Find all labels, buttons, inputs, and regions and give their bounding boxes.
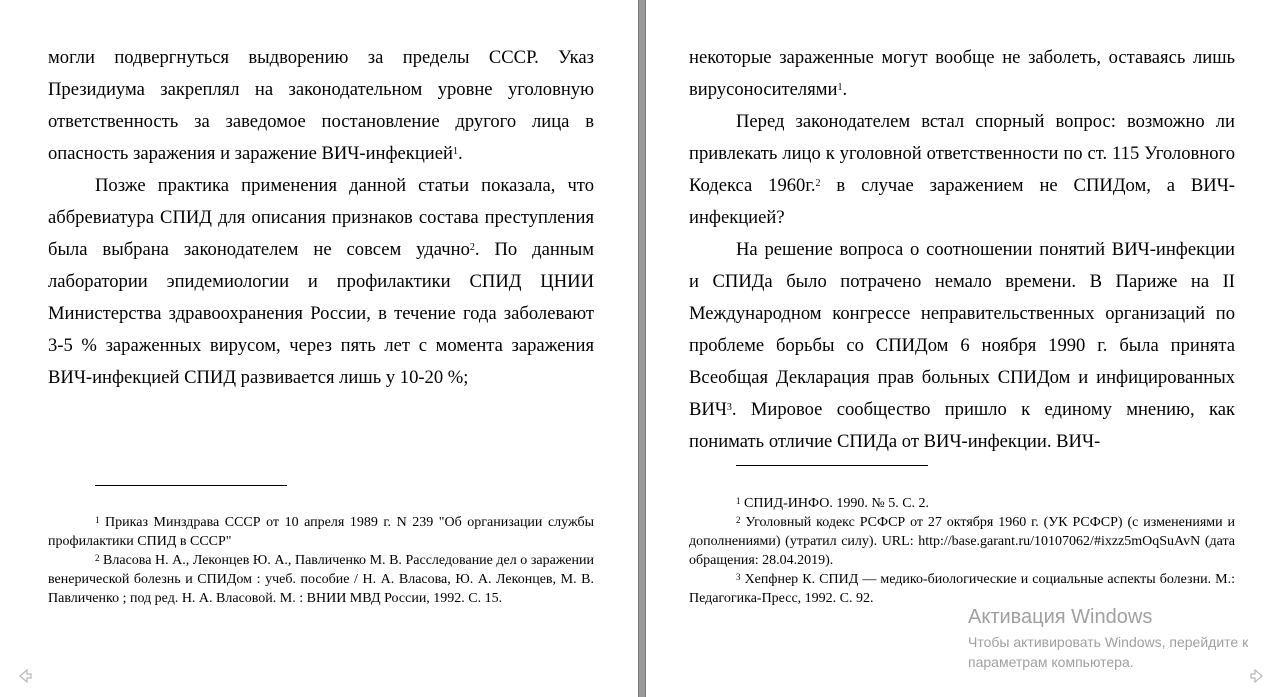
- footnote: [48, 513, 594, 551]
- left-body-text: [48, 42, 594, 394]
- paragraph-text-after: . По данным лаборатории эпидемиологии и профилактики СПИД ЦНИИ Министерства здравоохранения России, в течение года заболевают 3-5 % зараженных вирусом, через пять лет с момента заражения ВИЧ-инфекцией СПИД развивается лишь у 10-20 %;: [48, 239, 594, 388]
- right-paragraph-1: [689, 42, 1235, 106]
- footnote: [689, 513, 1235, 570]
- footnote: [689, 570, 1235, 608]
- footnote-ref[interactable]: 2: [469, 242, 475, 253]
- paragraph-text-after: .: [457, 143, 463, 164]
- footnote-ref[interactable]: 3: [726, 402, 732, 413]
- paragraph-text: могли подвергнуться выдворению за пределы СССР. Указ Президиума закреплял на законодательном уровне уголовную ответственность за заведомое постановление другого лица в опасность заражения и заражение ВИЧ-инфекцией: [48, 47, 594, 164]
- right-footnotes: [689, 494, 1235, 608]
- watermark-subtitle-line: Чтобы активировать Windows, перейдите к: [968, 634, 1249, 650]
- right-paragraph-3: [689, 234, 1235, 458]
- footnote-text: Уголовный кодекс РСФСР от 27 октября 1960 г. (УК РСФСР) (с изменениями и дополнениями) (утратил силу). URL: http://base.garant.ru/10107062/#ixzz5mOqSuAvN (дата обращения: 28.04.2019).: [689, 515, 1235, 568]
- paragraph-text: Перед законодателем встал спорный вопрос: возможно ли привлекать лицо к уголовной ответственности по ст. 115 Уголовного Кодекса 1960г.: [689, 111, 1235, 196]
- paragraph-text-after: .: [842, 79, 848, 100]
- paragraph-text-after: . Мировое сообщество пришло к единому мнению, как понимать отличие СПИДа от ВИЧ-инфекции. ВИЧ-: [689, 399, 1235, 452]
- page-divider: [638, 0, 646, 697]
- right-paragraph-2: [689, 106, 1235, 234]
- footnote-ref[interactable]: 1: [837, 82, 843, 93]
- footnote-text: Приказ Минздрава СССР от 10 апреля 1989 г. N 239 "Об организации службы профилактики СПИД в СССР": [48, 515, 594, 549]
- footnote-mark: 3: [736, 572, 741, 582]
- arrow-right-icon[interactable]: [1249, 668, 1265, 684]
- footnote-ref[interactable]: 1: [452, 146, 458, 157]
- paragraph-text: некоторые зараженные могут вообще не заболеть, оставаясь лишь вирусоносителями: [689, 47, 1235, 100]
- footnote: [689, 494, 1235, 513]
- footnote-mark: 2: [95, 553, 100, 563]
- watermark-title: Активация Windows: [968, 606, 1153, 628]
- left-paragraph-2: [48, 170, 594, 394]
- footnote-mark: 1: [95, 515, 100, 525]
- footnote-separator: [95, 485, 287, 486]
- left-page: [0, 0, 638, 697]
- paragraph-text-after: в случае заражением не СПИДом, а ВИЧ-инфекцией?: [689, 175, 1235, 228]
- right-page: [646, 0, 1279, 697]
- left-paragraph-1: [48, 42, 594, 170]
- watermark-subtitle-line: параметрам компьютера.: [968, 654, 1134, 670]
- footnote-ref[interactable]: 2: [815, 178, 821, 189]
- footnote: [48, 551, 594, 608]
- footnote-mark: 1: [736, 496, 741, 506]
- footnote-separator: [736, 465, 928, 466]
- left-footnotes: [48, 513, 594, 608]
- paragraph-text: На решение вопроса о соотношении понятий ВИЧ-инфекции и СПИДа было потрачено немало времени. В Париже на II Международном конгрессе неправительственных организаций по проблеме борьбы со СПИДом 6 ноября 1990 г. была принята Всеобщая Декларация прав больных СПИДом и инфицированных ВИЧ: [689, 239, 1235, 420]
- footnote-text: СПИД-ИНФО. 1990. № 5. С. 2.: [740, 496, 930, 511]
- right-body-text: [689, 42, 1235, 458]
- footnote-text: Хепфнер К. СПИД — медико-биологические и социальные аспекты болезни. М.: Педагогика-Пресс, 1992. С. 92.: [689, 572, 1235, 606]
- footnote-text: Власова Н. А., Леконцев Ю. А., Павличенко М. В. Расследование дел о заражении венерической болезнь и СПИДом : учеб. пособие / Н. А. Власова, Ю. А. Леконцев, М. В. Павличенко ; под ред. Н. А. Власовой. М. : ВНИИ МВД России, 1992. С. 15.: [48, 553, 594, 606]
- footnote-mark: 2: [736, 515, 741, 525]
- arrow-left-icon[interactable]: [17, 668, 33, 684]
- paragraph-text: Позже практика применения данной статьи показала, что аббревиатура СПИД для описания признаков состава преступления была выбрана законодателем не совсем удачно: [48, 175, 594, 260]
